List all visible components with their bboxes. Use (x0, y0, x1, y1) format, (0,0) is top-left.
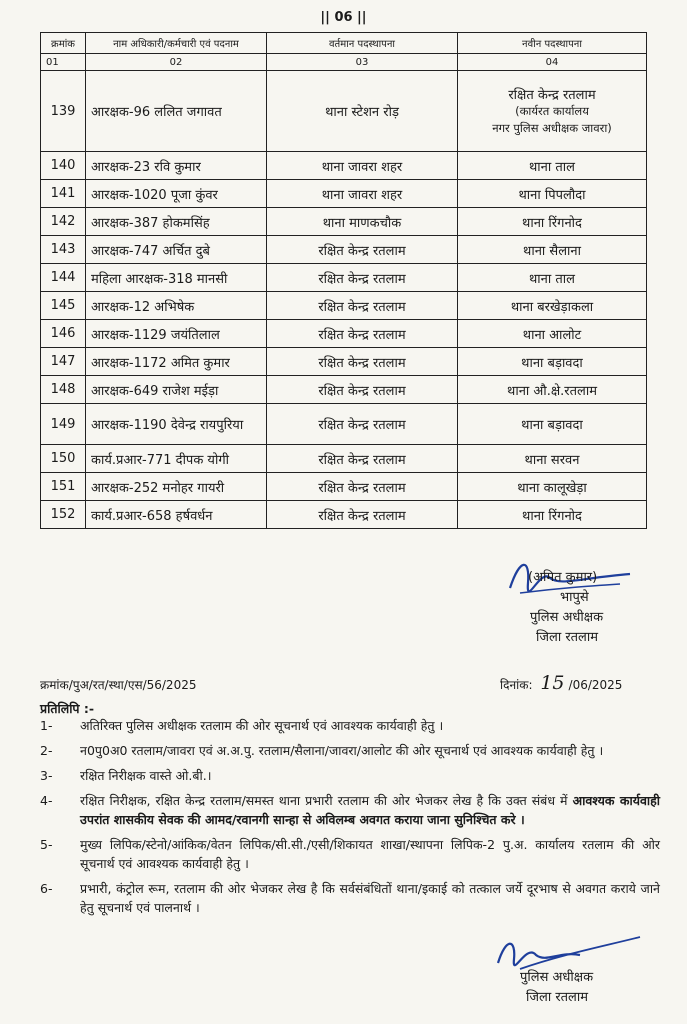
row-name: आरक्षक-252 मनोहर गायरी (86, 473, 267, 501)
colnum: 03 (267, 54, 458, 71)
row-current-posting: रक्षित केन्द्र रतलाम (267, 404, 458, 445)
copy-to-text-emphasis: आवश्यक कार्यवाही उपरांत शासकीय सेवक की आमद/रवानगी सान्हा से अविलम्ब अवगत कराया जाना सुनिश्चित करे । (80, 793, 661, 827)
copy-to-number: 5- (40, 837, 53, 852)
copy-to-text-body: मुख्य लिपिक/स्टेनो/आंकिक/वेतन लिपिक/सी.सी./एसी/शिकायत शाखा/स्थापना लिपिक-2 पु.अ. कार्यालय रतलाम की ओर सूचनार्थ एवं आवश्यक कार्यवाही हेतु । (80, 837, 660, 871)
row-name: आरक्षक-747 अर्चित दुबे (86, 236, 267, 264)
row-new-posting: थाना ताल (458, 264, 647, 292)
copy-to-number: 4- (40, 793, 53, 808)
table-row (41, 376, 647, 404)
copy-to-item (40, 766, 660, 785)
copy-to-text (80, 716, 660, 735)
row-current-posting: रक्षित केन्द्र रतलाम (267, 292, 458, 320)
transfer-table (40, 32, 647, 529)
colnum: 04 (458, 54, 647, 71)
table-row (41, 348, 647, 376)
row-current-posting: थाना माणकचौक (267, 208, 458, 236)
copy-to-number: 1- (40, 718, 53, 733)
signatory-block (520, 568, 670, 648)
table-row (41, 501, 647, 529)
table-row (41, 180, 647, 208)
row-serial: 152 (41, 501, 86, 529)
row-new-posting: थाना रिंगनोद (458, 208, 647, 236)
row-name: महिला आरक्षक-318 मानसी (86, 264, 267, 292)
row-serial: 142 (41, 208, 86, 236)
row-serial: 149 (41, 404, 86, 445)
row-name: आरक्षक-387 होकमसिंह (86, 208, 267, 236)
bottom-signatory-designation: पुलिस अधीक्षक (520, 970, 594, 985)
row-name: आरक्षक-649 राजेश मईड़ा (86, 376, 267, 404)
row-serial: 146 (41, 320, 86, 348)
row-name: आरक्षक-23 रवि कुमार (86, 152, 267, 180)
row-serial: 140 (41, 152, 86, 180)
bottom-signatory-block (520, 968, 593, 1008)
copy-to-number: 6- (40, 881, 53, 896)
colnum: 01 (41, 54, 86, 71)
row-serial: 143 (41, 236, 86, 264)
copy-to-text-body: रक्षित निरीक्षक, रक्षित केन्द्र रतलाम/समस्त थाना प्रभारी रतलाम की ओर भेजकर लेख है कि उक्त संबंध में (80, 793, 573, 808)
row-current-posting: रक्षित केन्द्र रतलाम (267, 376, 458, 404)
row-current-posting: रक्षित केन्द्र रतलाम (267, 348, 458, 376)
row-current-posting: रक्षित केन्द्र रतलाम (267, 264, 458, 292)
table-row (41, 473, 647, 501)
row-new-posting: थाना सरवन (458, 445, 647, 473)
new-posting-main: रक्षित केन्द्र रतलाम (508, 88, 596, 103)
row-name: कार्य.प्रआर-658 हर्षवर्धन (86, 501, 267, 529)
row-name: कार्य.प्रआर-771 दीपक योगी (86, 445, 267, 473)
row-new-posting: थाना ताल (458, 152, 647, 180)
copy-to-text (80, 766, 660, 785)
header-name: नाम अधिकारी/कर्मचारी एवं पदनाम (86, 33, 267, 54)
row-new-posting: थाना बरखेड़ाकला (458, 292, 647, 320)
table-row (41, 208, 647, 236)
table-row (41, 152, 647, 180)
copy-to-title: प्रतिलिपि :- (40, 701, 95, 716)
copy-to-number: 3- (40, 768, 53, 783)
copy-to-list (40, 716, 660, 923)
row-current-posting: रक्षित केन्द्र रतलाम (267, 473, 458, 501)
row-serial: 144 (41, 264, 86, 292)
reference-number: क्रमांक/पुअ/रत/स्था/एस/56/2025 (40, 678, 197, 692)
copy-to-item (40, 791, 660, 829)
row-name: आरक्षक-12 अभिषेक (86, 292, 267, 320)
table-body-tail (41, 445, 647, 529)
row-new-posting: थाना सैलाना (458, 236, 647, 264)
table-row (41, 236, 647, 264)
row-new-posting: थाना कालूखेड़ा (458, 473, 647, 501)
row-current-posting: रक्षित केन्द्र रतलाम (267, 320, 458, 348)
row-new-posting: थाना औ.क्षे.रतलाम (458, 376, 647, 404)
colnum: 02 (86, 54, 267, 71)
new-posting-note: (कार्यरत कार्यालय (515, 104, 589, 118)
table-header-row (41, 33, 647, 54)
copy-to-text (80, 791, 660, 829)
row-serial: 147 (41, 348, 86, 376)
row-serial: 151 (41, 473, 86, 501)
table-row (41, 292, 647, 320)
copy-to-text (80, 741, 660, 760)
signatory-name: (अमित कुमार) (528, 570, 598, 585)
row-current-posting: रक्षित केन्द्र रतलाम (267, 236, 458, 264)
row-name: आरक्षक-1129 जयंतिलाल (86, 320, 267, 348)
copy-to-item (40, 716, 660, 735)
bottom-signatory-district: जिला रतलाम (526, 990, 589, 1005)
row-serial: 150 (41, 445, 86, 473)
date-label: दिनांक: (500, 678, 533, 692)
date-month-year: /06/2025 (568, 678, 623, 692)
row-new-posting: थाना रिंगनोद (458, 501, 647, 529)
header-serial: क्रमांक (41, 33, 86, 54)
signatory-designation: पुलिस अधीक्षक (530, 610, 604, 625)
row-serial: 139 (41, 71, 86, 152)
row-name: आरक्षक-1020 पूजा कुंवर (86, 180, 267, 208)
copy-to-text-body: न0पु0अ0 रतलाम/जावरा एवं अ.अ.पु. रतलाम/सैलाना/जावरा/आलोट की ओर सूचनार्थ एवं आवश्यक कार्यवाही हेतु । (80, 743, 604, 758)
row-name: आरक्षक-1190 देवेन्द्र रायपुरिया (86, 404, 267, 445)
table-body-main (41, 152, 647, 404)
copy-to-item (40, 879, 660, 917)
row-serial: 141 (41, 180, 86, 208)
table-row (41, 264, 647, 292)
column-number-row (41, 54, 647, 71)
header-current-posting: वर्तमान पदस्थापना (267, 33, 458, 54)
reference-date (500, 672, 622, 694)
signatory-service: भापुसे (560, 590, 589, 605)
new-posting-note: नगर पुलिस अधीक्षक जावरा) (492, 121, 612, 135)
row-serial: 148 (41, 376, 86, 404)
header-new-posting: नवीन पदस्थापना (458, 33, 647, 54)
row-new-posting: थाना पिपलौदा (458, 180, 647, 208)
copy-to-text-body: रक्षित निरीक्षक वास्ते ओ.बी.। (80, 768, 212, 783)
row-serial: 145 (41, 292, 86, 320)
row-current-posting: थाना जावरा शहर (267, 180, 458, 208)
copy-to-item (40, 741, 660, 760)
signatory-district: जिला रतलाम (536, 630, 599, 645)
copy-to-text (80, 879, 660, 917)
table-row (41, 71, 647, 152)
row-new-posting: थाना बड़ावदा (458, 348, 647, 376)
row-name: आरक्षक-96 ललित जगावत (86, 71, 267, 152)
copy-to-text-body: प्रभारी, कंट्रोल रूम, रतलाम की ओर भेजकर लेख है कि सर्वसंबंधितों थाना/इकाई को तत्काल जर्ये दूरभाष से अवगत कराये जाने हेतु सूचनार्थ एवं पालनार्थ । (80, 881, 660, 915)
table-row (41, 404, 647, 445)
row-new-posting: थाना आलोट (458, 320, 647, 348)
copy-to-text (80, 835, 660, 873)
table-row (41, 445, 647, 473)
row-current-posting: रक्षित केन्द्र रतलाम (267, 501, 458, 529)
date-day: 15 (540, 672, 565, 694)
row-current-posting: थाना जावरा शहर (267, 152, 458, 180)
copy-to-item (40, 835, 660, 873)
row-current-posting: रक्षित केन्द्र रतलाम (267, 445, 458, 473)
copy-to-number: 2- (40, 743, 53, 758)
row-new-posting (458, 71, 647, 152)
row-name: आरक्षक-1172 अमित कुमार (86, 348, 267, 376)
table-row (41, 320, 647, 348)
row-new-posting: थाना बड़ावदा (458, 404, 647, 445)
row-current-posting: थाना स्टेशन रोड़ (267, 71, 458, 152)
page-number: || 06 || (320, 10, 367, 25)
copy-to-text-body: अतिरिक्त पुलिस अधीक्षक रतलाम की ओर सूचनार्थ एवं आवश्यक कार्यवाही हेतु । (80, 718, 444, 733)
